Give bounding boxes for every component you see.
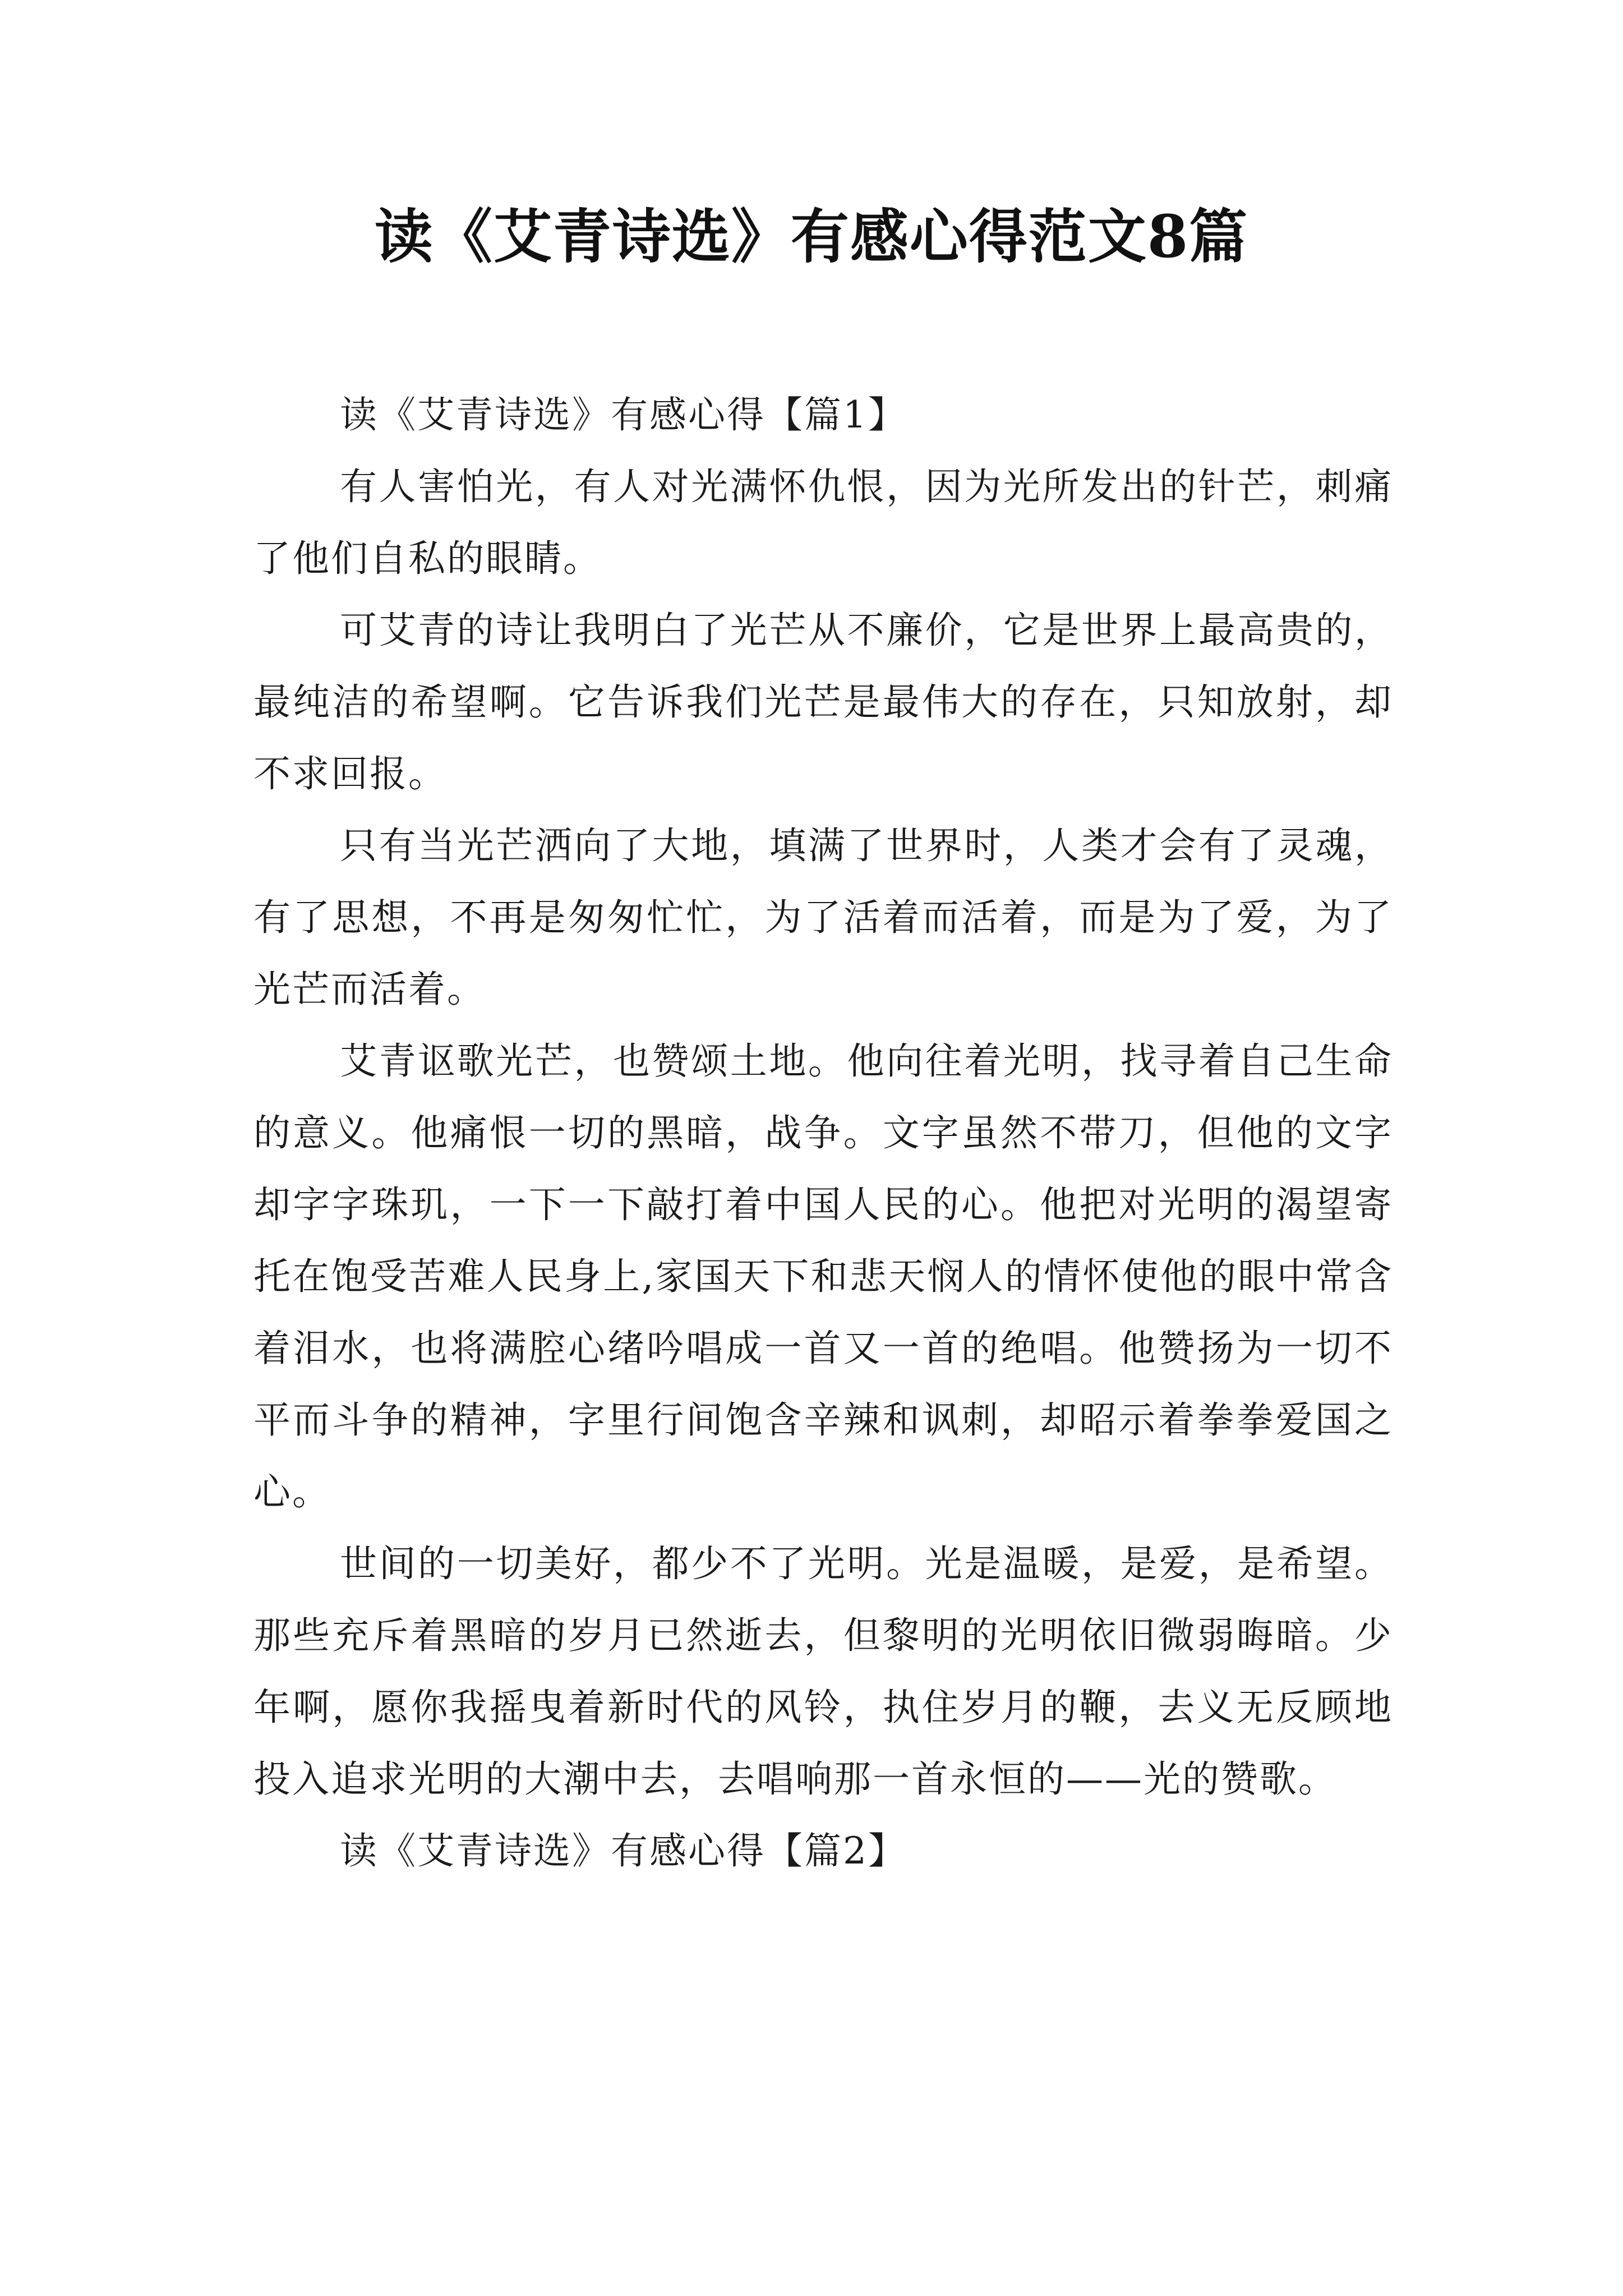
section-heading-2: 读《艾青诗选》有感心得【篇2】 (340, 1829, 907, 1872)
paragraph-4: 艾青讴歌光芒，也赞颂土地。他向往着光明，找寻着自己生命的意义。他痛恨一切的黑暗，战争。文字虽然不带刀，但他的文字却字字珠玑，一下一下敲打着中国人民的心。他把对光明的渴望寄托在饱受苦难人民身上,家国天下和悲天悯人的情怀使他的眼中常含着泪水，也将满腔心绪吟唱成一首又一首的绝唱。他赞扬为一切不平而斗争的精神，字里行间饱含辛辣和讽刺，却昭示着拳拳爱国之心。 (253, 1039, 1393, 1513)
paragraph-3: 只有当光芒洒向了大地，填满了世界时，人类才会有了灵魂，有了思想，不再是匆匆忙忙，为了活着而活着，而是为了爱，为了光芒而活着。 (253, 824, 1393, 1011)
section-heading-1: 读《艾青诗选》有感心得【篇1】 (340, 393, 907, 436)
document-title: 读《艾青诗选》有感心得范文8篇 (374, 202, 1249, 271)
paragraph-5: 世间的一切美好，都少不了光明。光是温暖，是爱，是希望。那些充斥着黑暗的岁月已然逝去，但黎明的光明依旧微弱晦暗。少年啊，愿你我摇曳着新时代的风铃，执住岁月的鞭，去义无反顾地投入追求光明的大潮中去，去唱响那一首永恒的——光的赞歌。 (253, 1542, 1393, 1801)
document-body (253, 379, 1393, 1887)
paragraph-2: 可艾青的诗让我明白了光芒从不廉价，它是世界上最高贵的，最纯洁的希望啊。它告诉我们光芒是最伟大的存在，只知放射，却不求回报。 (253, 609, 1393, 795)
paragraph-1: 有人害怕光，有人对光满怀仇恨，因为光所发出的针芒，刺痛了他们自私的眼睛。 (253, 465, 1393, 580)
